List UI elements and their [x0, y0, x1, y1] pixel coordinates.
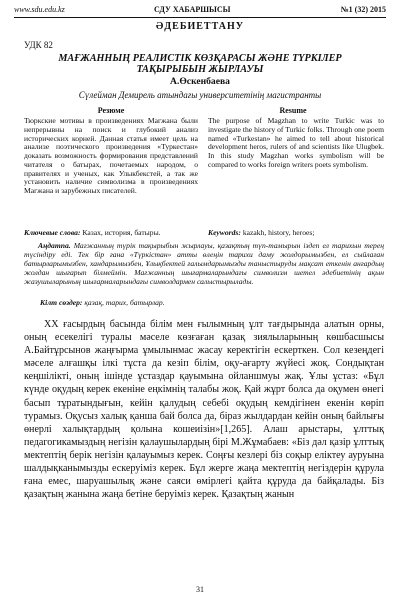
article-body: ХХ ғасырдың басында білім мен ғылымның ұлт тағдырында алатын орны, оның есекелігі туралы мәселе көзғаған қазақ зиялыларының көшбасшысы А.Байтұрсынов жаңғырма ұмылынмас жасау керектігін ескерткен. Сол кезеңдегі мәселе алғашқы ілкі тұста да кезіп білім, оқу-ағарту жүйесі жоқ. Сондықтан кеңшілікті, оның ішінде ұстаздар қауымына ойланшмуы жақ. Ұлы ұстаз: «Бұл күнде оқудың керек екеніне еңкімнің талабы жоқ. Қай жұрт болса да оқумен өнегі басып тұратындығын, кейін қалудың себебі оқудың кемдігінен екенін көріп турамыз. Оқусыз халық қанша бай болса да, біраз жылдардан кейін оның байлығы өнерлі халықтардың қолына кошеиізін»[1,265]. Алаш арыстары, ұлттық педагогикамыздың негізін қалаушылардың бірі М.Жұмабаев: «Біз дәл қазір ұлттық мектептің берік негізін қалауымыз керек. Соңғы кезлері біз соқыр еліктеу ауруына шалдықканымызды ескеруіміз керек. Бұл жерге жаңа мектептің негіздерін құрула ғана емес, шаруашылық және саяси өмірлегі қайта құруда да байқалады. Біз қазақтың жанына жаңа бетіне беруіміз керек. Қазақтың жанын	[24, 319, 384, 501]
issue-number: №1 (32) 2015	[340, 5, 386, 14]
running-header	[14, 4, 386, 18]
keywords-ru	[24, 228, 200, 237]
abstract-en-text: The purpose of Magzhan to write Turkic was to investigate the history of Turkic folks. Through one poem named «Turkestan» he aimed to tell about historical development heros, rulers of and scientists like Ulugbek. In this study Magzhan works symbolism will be compared to works foreign writers poets symbolism.	[208, 116, 384, 169]
abstract-kz-text: Мағжанның түрік тақырыбын жырлауы, қазақтың түп-тамырын іздеп ел тарихын терең түсіндіру еді. Тек бір ғана «Түркістан» атты өлеңін тарихи даму жолдорымызбен, ел сыйлаған батырларымызбен, хандарымызбен, Ұлықбектей ғалымдарымызды таныстыруды мақсат еткенін анғардың жолдан шығарып білмеймін. Мағжанның шығармаларындағы символизм шетел әдебиетінің ақын жазушыларының шығармаларындағы символдармен салыстырылады.	[24, 241, 384, 286]
abstract-en-heading: Resume	[279, 106, 307, 115]
keywords-kz-values: қазақ, тарих, батырлар.	[84, 298, 165, 307]
header-divider	[14, 17, 386, 18]
keywords-kz-label: Кілт сөздер:	[40, 298, 83, 307]
udc-code: УДК 82	[24, 40, 53, 50]
journal-name: СДУ ХАБАРШЫСЫ	[154, 5, 231, 14]
keywords-en	[208, 228, 384, 237]
keywords-ru-label: Ключевые слова:	[24, 228, 81, 237]
keywords-ru-values: Казах, история, батыры.	[82, 228, 161, 237]
keywords-en-label: Keywords:	[208, 228, 241, 237]
article-author: А.Өскенбаева	[170, 76, 230, 87]
journal-website: www.sdu.edu.kz	[14, 5, 65, 14]
abstract-ru-text: Тюркские мотивы в произведениях Магжана были непрерывны на поиск и глубокий анализ исторических корней. Данная статья имеет цель на анализе поэтического произведения «Туркестан» доказать возможность формирования представлений читателя о батырах, почетаемых народом, о правителях и ученых, как Улыкбекстей, а так же установить наличие символизма в произведениях Магжана и зарубежных писателей.	[24, 116, 198, 195]
author-affiliation: Сүлейман Демирель атындағы университетінің магистранты	[78, 90, 322, 100]
page-number: 31	[196, 585, 204, 594]
section-title: ӘДЕБИЕТТАНУ	[155, 21, 245, 32]
abstract-kz	[24, 242, 384, 287]
abstract-kz-lead: Аңдатпа.	[38, 241, 71, 250]
article-title: МАҒЖАННЫҢ РЕАЛИСТІК КӨЗҚАРАСЫ ЖӘНЕ ТҮРКІЛЕР ТАҚЫРЫБЫН ЖЫРЛАУЫ	[58, 53, 342, 75]
keywords-kz	[40, 298, 380, 307]
keywords-en-values: kazakh, history, heroes;	[242, 228, 315, 237]
abstract-ru-heading: Резюме	[97, 106, 125, 115]
